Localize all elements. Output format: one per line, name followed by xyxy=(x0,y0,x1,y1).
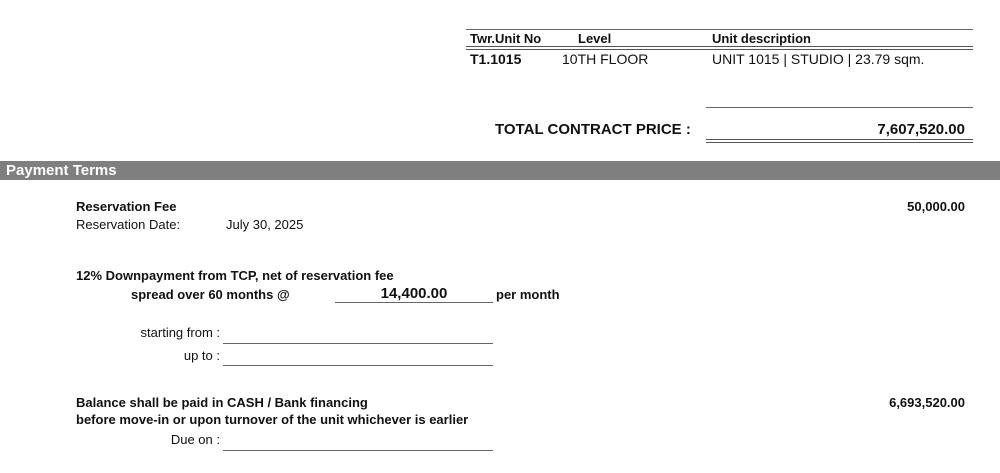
starting-from-field[interactable] xyxy=(223,325,493,342)
per-month-label: per month xyxy=(496,287,560,302)
up-to-label: up to : xyxy=(183,348,220,363)
header-level: Level xyxy=(578,31,612,46)
total-top-rule xyxy=(706,107,973,108)
table-header-rule xyxy=(466,46,973,50)
payment-terms-title: Payment Terms xyxy=(6,162,117,179)
payment-terms-header xyxy=(0,161,1000,180)
unit-no-value: T1.1015 xyxy=(470,51,522,67)
total-contract-price-value: 7,607,520.00 xyxy=(877,121,965,138)
reservation-date-label: Reservation Date: xyxy=(76,217,181,232)
balance-line-1: Balance shall be paid in CASH / Bank financing xyxy=(76,395,368,410)
header-unit-no: Twr.Unit No xyxy=(470,31,542,46)
due-on-underline xyxy=(223,450,493,451)
reservation-fee-title: Reservation Fee xyxy=(76,199,177,214)
due-on-label: Due on : xyxy=(170,432,220,447)
downpayment-title: 12% Downpayment from TCP, net of reservation fee xyxy=(76,268,394,283)
reservation-date-value: July 30, 2025 xyxy=(226,217,304,232)
table-top-rule xyxy=(466,29,973,30)
monthly-amount-value: 14,400.00 xyxy=(380,285,448,302)
reservation-fee-amount: 50,000.00 xyxy=(907,199,965,214)
balance-line-2: before move-in or upon turnover of the unit whichever is earlier xyxy=(76,412,469,427)
starting-from-label: starting from : xyxy=(140,325,220,340)
up-to-field[interactable] xyxy=(223,348,493,365)
due-on-field[interactable] xyxy=(223,432,493,449)
unit-description-value: UNIT 1015 | STUDIO | 23.79 sqm. xyxy=(712,51,925,67)
total-double-underline xyxy=(706,139,973,143)
level-value: 10TH FLOOR xyxy=(562,51,649,67)
up-to-underline xyxy=(223,365,493,366)
balance-amount: 6,693,520.00 xyxy=(889,395,965,410)
starting-from-underline xyxy=(223,343,493,344)
monthly-amount-underline xyxy=(335,302,493,303)
total-contract-price-label: TOTAL CONTRACT PRICE : xyxy=(495,121,691,138)
downpayment-spread-label: spread over 60 months @ xyxy=(131,287,290,302)
header-unit-description: Unit description xyxy=(712,31,811,46)
